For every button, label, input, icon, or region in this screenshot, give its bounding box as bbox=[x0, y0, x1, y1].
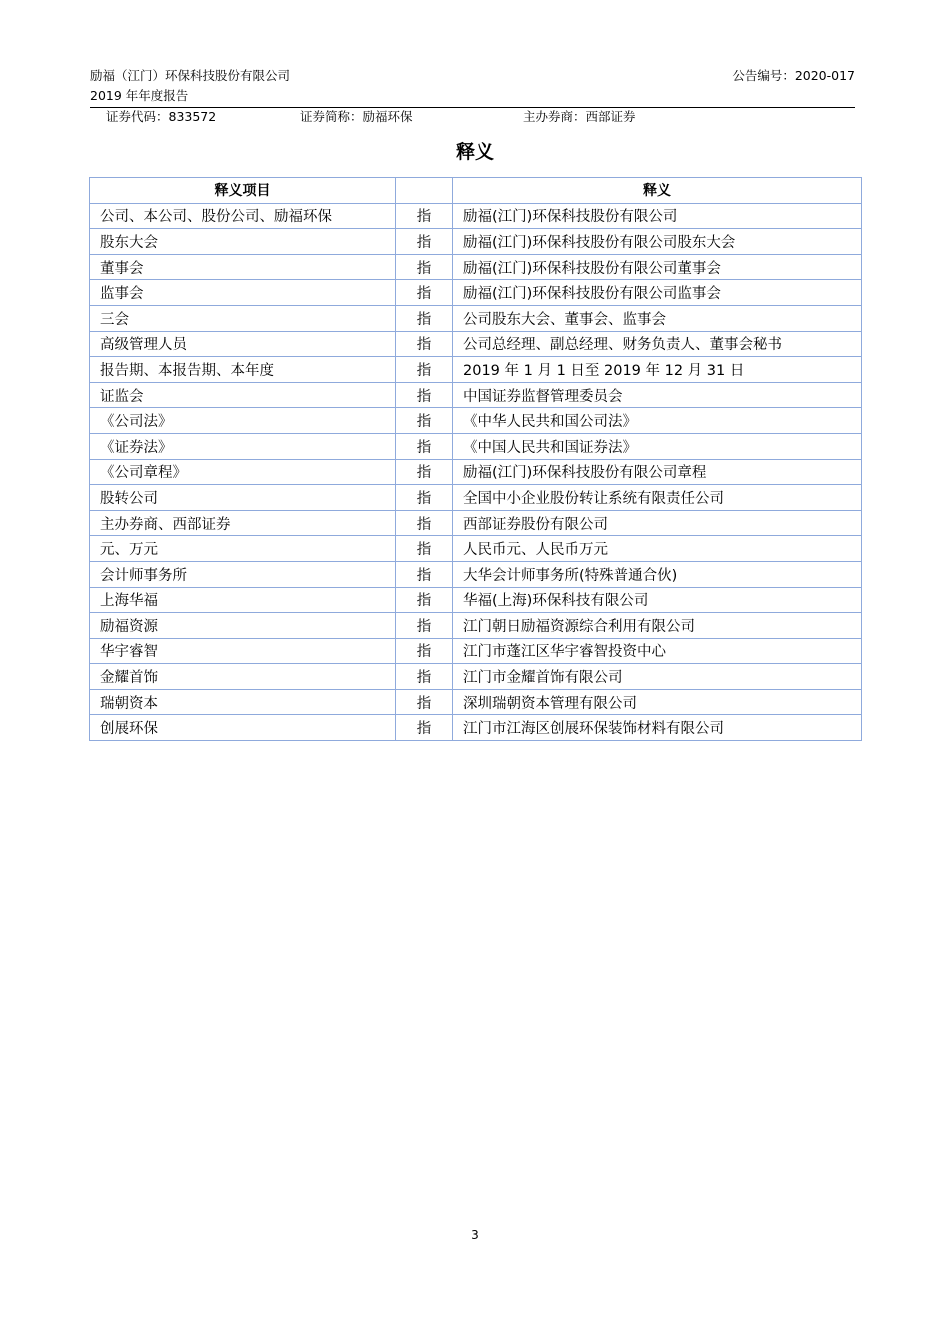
report-title: 2019 年年度报告 bbox=[90, 88, 189, 103]
definition-cell: 中国证券监督管理委员会 bbox=[453, 382, 862, 408]
ref-cell: 指 bbox=[396, 382, 453, 408]
ref-cell: 指 bbox=[396, 280, 453, 306]
section-title: 释义 bbox=[455, 141, 494, 163]
ref-cell: 指 bbox=[396, 357, 453, 383]
ref-cell: 指 bbox=[396, 587, 453, 613]
term-cell: 高级管理人员 bbox=[90, 331, 396, 357]
definition-cell: 励福(江门)环保科技股份有限公司 bbox=[453, 203, 862, 229]
definition-cell: 励福(江门)环保科技股份有限公司股东大会 bbox=[453, 229, 862, 255]
table-row bbox=[90, 305, 862, 331]
table-row bbox=[90, 433, 862, 459]
ref-cell: 指 bbox=[396, 536, 453, 562]
table-row bbox=[90, 331, 862, 357]
definition-cell: 励福(江门)环保科技股份有限公司章程 bbox=[453, 459, 862, 485]
definition-cell: 江门市蓬江区华宇睿智投资中心 bbox=[453, 638, 862, 664]
table-row bbox=[90, 715, 862, 741]
definition-cell: 西部证券股份有限公司 bbox=[453, 510, 862, 536]
ref-cell: 指 bbox=[396, 305, 453, 331]
definition-cell: 励福(江门)环保科技股份有限公司监事会 bbox=[453, 280, 862, 306]
definition-cell: 2019 年 1 月 1 日至 2019 年 12 月 31 日 bbox=[453, 357, 862, 383]
term-cell: 上海华福 bbox=[90, 587, 396, 613]
ref-cell: 指 bbox=[396, 613, 453, 639]
ref-cell: 指 bbox=[396, 485, 453, 511]
definition-cell: 深圳瑞朝资本管理有限公司 bbox=[453, 689, 862, 715]
table-row bbox=[90, 587, 862, 613]
header-row-top bbox=[90, 66, 855, 86]
definitions-table bbox=[89, 177, 862, 741]
definition-cell: 华福(上海)环保科技有限公司 bbox=[453, 587, 862, 613]
table-row bbox=[90, 459, 862, 485]
term-cell: 股东大会 bbox=[90, 229, 396, 255]
ref-cell: 指 bbox=[396, 561, 453, 587]
term-cell: 《公司法》 bbox=[90, 408, 396, 434]
table-row bbox=[90, 638, 862, 664]
table-row bbox=[90, 536, 862, 562]
announcement-number: 公告编号：2020-017 bbox=[732, 68, 855, 83]
definition-cell: 公司总经理、副总经理、财务负责人、董事会秘书 bbox=[453, 331, 862, 357]
header-row-bottom bbox=[90, 86, 855, 106]
term-cell: 股转公司 bbox=[90, 485, 396, 511]
term-cell: 励福资源 bbox=[90, 613, 396, 639]
definition-cell: 《中国人民共和国证券法》 bbox=[453, 433, 862, 459]
definition-cell: 大华会计师事务所(特殊普通合伙) bbox=[453, 561, 862, 587]
ref-cell: 指 bbox=[396, 510, 453, 536]
definition-cell: 人民币元、人民币万元 bbox=[453, 536, 862, 562]
term-cell: 《公司章程》 bbox=[90, 459, 396, 485]
ref-cell: 指 bbox=[396, 203, 453, 229]
lead-broker: 主办券商：西部证券 bbox=[523, 109, 636, 124]
table-row bbox=[90, 613, 862, 639]
term-cell: 《证券法》 bbox=[90, 433, 396, 459]
term-cell: 董事会 bbox=[90, 254, 396, 280]
definition-cell: 全国中小企业股份转让系统有限责任公司 bbox=[453, 485, 862, 511]
header-ref bbox=[396, 178, 453, 204]
term-cell: 公司、本公司、股份公司、励福环保 bbox=[90, 203, 396, 229]
definition-cell: 江门朝日励福资源综合利用有限公司 bbox=[453, 613, 862, 639]
header-definition: 释义 bbox=[453, 178, 862, 204]
table-row bbox=[90, 689, 862, 715]
definition-cell: 公司股东大会、董事会、监事会 bbox=[453, 305, 862, 331]
term-cell: 证监会 bbox=[90, 382, 396, 408]
table-row bbox=[90, 357, 862, 383]
ref-cell: 指 bbox=[396, 433, 453, 459]
table-row bbox=[90, 561, 862, 587]
page-number: 3 bbox=[471, 1228, 479, 1242]
definition-cell: 江门市江海区创展环保装饰材料有限公司 bbox=[453, 715, 862, 741]
definition-cell: 《中华人民共和国公司法》 bbox=[453, 408, 862, 434]
term-cell: 会计师事务所 bbox=[90, 561, 396, 587]
table-row bbox=[90, 382, 862, 408]
table-row bbox=[90, 408, 862, 434]
term-cell: 创展环保 bbox=[90, 715, 396, 741]
ref-cell: 指 bbox=[396, 664, 453, 690]
header-term: 释义项目 bbox=[90, 178, 396, 204]
table-row bbox=[90, 485, 862, 511]
stock-code: 证券代码：833572 bbox=[106, 109, 217, 124]
definition-cell: 励福(江门)环保科技股份有限公司董事会 bbox=[453, 254, 862, 280]
term-cell: 瑞朝资本 bbox=[90, 689, 396, 715]
ref-cell: 指 bbox=[396, 254, 453, 280]
table-body bbox=[90, 203, 862, 740]
term-cell: 报告期、本报告期、本年度 bbox=[90, 357, 396, 383]
term-cell: 元、万元 bbox=[90, 536, 396, 562]
ref-cell: 指 bbox=[396, 459, 453, 485]
table-row bbox=[90, 203, 862, 229]
term-cell: 主办券商、西部证券 bbox=[90, 510, 396, 536]
term-cell: 三会 bbox=[90, 305, 396, 331]
term-cell: 华宇睿智 bbox=[90, 638, 396, 664]
ref-cell: 指 bbox=[396, 638, 453, 664]
ref-cell: 指 bbox=[396, 229, 453, 255]
table-row bbox=[90, 229, 862, 255]
table-row bbox=[90, 664, 862, 690]
page-header bbox=[90, 66, 855, 106]
ref-cell: 指 bbox=[396, 408, 453, 434]
term-cell: 监事会 bbox=[90, 280, 396, 306]
table-row bbox=[90, 510, 862, 536]
ref-cell: 指 bbox=[396, 689, 453, 715]
ref-cell: 指 bbox=[396, 715, 453, 741]
ref-cell: 指 bbox=[396, 331, 453, 357]
stock-abbreviation: 证券简称：励福环保 bbox=[300, 109, 413, 124]
table-row bbox=[90, 280, 862, 306]
table-header-row bbox=[90, 178, 862, 204]
table-row bbox=[90, 254, 862, 280]
definition-cell: 江门市金耀首饰有限公司 bbox=[453, 664, 862, 690]
term-cell: 金耀首饰 bbox=[90, 664, 396, 690]
company-name: 励福（江门）环保科技股份有限公司 bbox=[90, 68, 291, 83]
